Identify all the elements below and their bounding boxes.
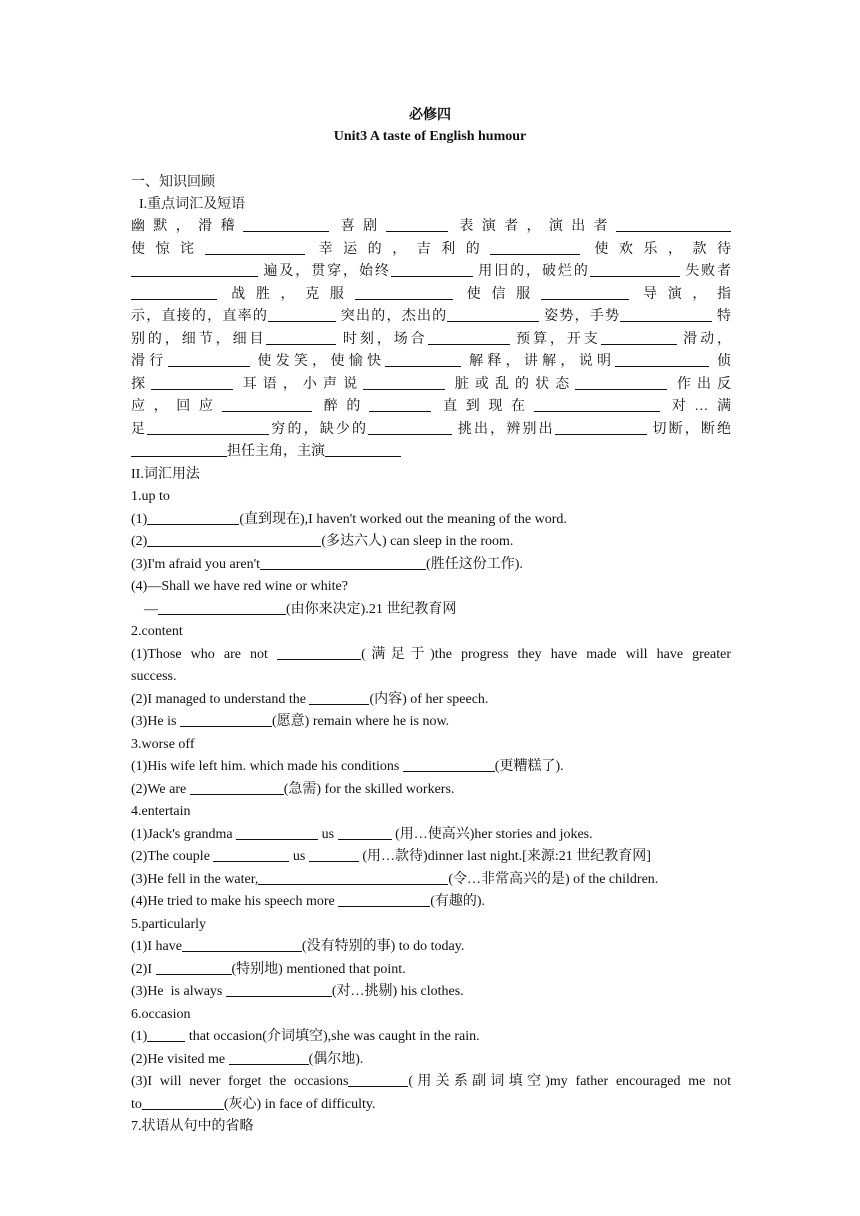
sentence-text: (令…非常高兴的是) of the children.: [448, 871, 659, 887]
vocab-term: 穷的，缺少的: [269, 421, 369, 437]
sentence-text: (2): [131, 534, 148, 549]
answer-blank[interactable]: [620, 307, 712, 322]
sentence-text: (1)I have: [131, 939, 182, 954]
answer-blank[interactable]: [601, 330, 677, 345]
answer-blank[interactable]: [147, 420, 269, 435]
vocab-term: 战胜，克服: [231, 286, 355, 302]
answer-blank[interactable]: [131, 442, 227, 457]
answer-blank[interactable]: [142, 1095, 224, 1110]
vocab-term: 醉的: [323, 399, 369, 414]
sentence-text: (胜任这份工作).: [426, 556, 523, 572]
answer-blank[interactable]: [156, 960, 232, 975]
answer-blank[interactable]: [243, 217, 329, 232]
sentence-text: (2)We are: [131, 781, 187, 797]
vocab-term: 预算，开支: [516, 331, 601, 347]
vocab-line: [131, 239, 731, 262]
exercise-line: [131, 711, 731, 734]
exercise-line: [131, 644, 731, 667]
answer-blank[interactable]: [168, 352, 250, 367]
answer-blank[interactable]: [403, 757, 495, 772]
sentence-text: (特别地) mentioned that point.: [231, 961, 406, 977]
unit-title: Unit3 A taste of English humour: [333, 129, 527, 144]
exercise-line: [131, 846, 731, 869]
answer-blank[interactable]: [309, 847, 359, 862]
section-heading: 一、知识回顾: [131, 175, 215, 190]
vocab-term: 失败者: [685, 264, 732, 279]
answer-blank[interactable]: [222, 397, 312, 412]
answer-blank[interactable]: [615, 352, 709, 367]
answer-blank[interactable]: [590, 262, 680, 277]
sentence-text: (多达六人) can sleep in the room.: [321, 534, 514, 549]
vocab-line: 滑行 使发笑，使愉快 解释，讲解，说明 侦: [131, 354, 732, 369]
sentence-text: (3)He is: [131, 714, 177, 729]
part-heading-vocab: I.重点词汇及短语: [139, 197, 246, 212]
sentence-text: (4)He tried to make his speech more: [131, 894, 335, 909]
exercise-line: [131, 824, 731, 847]
answer-blank[interactable]: [180, 712, 272, 727]
sentence-text: to: [131, 1096, 142, 1112]
answer-blank[interactable]: [147, 510, 239, 525]
answer-blank[interactable]: [355, 285, 453, 300]
vocab-term: 幽默，滑稽: [131, 219, 243, 234]
exercise-line: [131, 689, 731, 712]
vocab-line: 足 穷的，缺少的 挑出，辨别出 切断，断绝: [131, 421, 732, 437]
sentence-text: (用关系副词填空)my father encouraged me not: [408, 1074, 731, 1089]
answer-blank[interactable]: [277, 645, 361, 660]
sentence-text: (直到现在),I haven't worked out the meaning of the word.: [239, 511, 567, 527]
answer-blank[interactable]: [386, 217, 448, 232]
vocab-term: 解释，讲解，说明: [469, 354, 616, 369]
vocab-term: 担任主角，主演: [227, 444, 325, 459]
answer-blank[interactable]: [147, 1027, 185, 1042]
exercise-line: [131, 779, 731, 802]
sentence-text: us: [292, 849, 306, 864]
answer-blank[interactable]: [338, 892, 430, 907]
sentence-text: (3)He fell in the water,: [131, 871, 259, 887]
answer-blank[interactable]: [616, 217, 731, 232]
answer-blank[interactable]: [205, 240, 305, 255]
exercise-line: [131, 959, 731, 982]
exercise-line: [131, 531, 731, 554]
vocab-term: 使发笑，使愉快: [257, 354, 386, 369]
sentence-text: (内容) of her speech.: [369, 691, 489, 707]
sentence-text: (偶尔地).: [308, 1051, 364, 1067]
sentence-text: (1)Jack's grandma: [131, 826, 233, 842]
exercise-line: [131, 869, 731, 892]
book-title: 必修四: [409, 108, 451, 123]
sentence-text: (2)The couple: [131, 849, 210, 864]
answer-blank[interactable]: [147, 532, 321, 547]
vocab-term: 耳语，小声说: [242, 376, 364, 392]
answer-blank[interactable]: [236, 825, 318, 840]
answer-blank[interactable]: [190, 780, 284, 795]
word-heading: 7.状语从句中的省略: [131, 1119, 254, 1134]
vocab-term: 脏或乱的状态: [454, 376, 576, 392]
vocab-line: 示，直接的，直率的 突出的，杰出的 姿势，手势 特: [131, 309, 732, 324]
vocab-line: 探 耳语，小声说 脏或乱的状态 作出反: [131, 376, 732, 392]
answer-blank[interactable]: [182, 937, 302, 952]
answer-blank[interactable]: [368, 420, 452, 435]
sentence-text: (对…挑剔) his clothes.: [331, 984, 464, 999]
exercise-line: [131, 1049, 731, 1072]
sentence-text: (更糟糕了).: [494, 759, 564, 774]
answer-blank[interactable]: [541, 285, 629, 300]
sentence-text: (2)He visited me: [131, 1051, 226, 1067]
sentence-text: (用…款待)dinner last night.[来源:21 世纪教育网]: [362, 849, 651, 864]
answer-blank[interactable]: [428, 330, 510, 345]
sentence-text: (用…使高兴)her stories and jokes.: [395, 826, 593, 842]
answer-blank[interactable]: [447, 307, 539, 322]
answer-blank[interactable]: [338, 825, 392, 840]
vocab-line: [131, 441, 731, 464]
sentence-text: (3)I'm afraid you aren't: [131, 556, 261, 572]
answer-blank[interactable]: [309, 690, 369, 705]
sentence-text: (满足于)the progress they have made will have greater: [361, 646, 731, 662]
answer-blank[interactable]: [534, 397, 660, 412]
exercise-line: (4)—Shall we have red wine or white?: [131, 579, 348, 594]
vocab-term: 喜剧: [340, 219, 386, 234]
exercise-line: [131, 981, 731, 1004]
vocab-line: 战胜，克服 使信服 导演，指: [131, 284, 731, 307]
sentence-text: us: [321, 826, 335, 842]
sentence-text: (2)I: [131, 961, 152, 977]
answer-blank[interactable]: [151, 375, 233, 390]
word-heading: 5.particularly: [131, 916, 207, 932]
sentence-text: (2)I managed to understand the: [131, 691, 306, 707]
answer-blank[interactable]: [385, 352, 461, 367]
answer-blank[interactable]: [575, 375, 667, 390]
vocab-term: 时刻，场合: [342, 331, 428, 347]
exercise-line: [131, 599, 731, 622]
exercise-line: [131, 891, 731, 914]
sentence-text: (3)He is always: [131, 984, 223, 999]
word-heading: 3.worse off: [131, 736, 195, 752]
sentence-text: —: [144, 601, 158, 617]
answer-blank[interactable]: [260, 555, 426, 570]
worksheet-body: [131, 172, 731, 1139]
sentence-text: (由你来决定).21 世纪教育网: [286, 601, 457, 617]
sentence-text: (1): [131, 511, 148, 527]
word-heading: 2.content: [131, 624, 183, 639]
sentence-text: (3)I will never forget the occasions: [131, 1074, 349, 1089]
word-heading: 4.entertain: [131, 804, 191, 819]
vocab-term: 挑出，辨别出: [457, 421, 555, 437]
answer-blank[interactable]: [131, 285, 217, 300]
exercise-line: [131, 936, 731, 959]
vocab-term: 直到现在: [443, 399, 534, 414]
answer-blank[interactable]: [348, 1072, 408, 1087]
vocab-line: 应，回应 醉的 直到现在 对…满: [131, 399, 732, 414]
answer-blank[interactable]: [131, 262, 258, 277]
vocab-term: 使信服: [466, 286, 541, 302]
answer-blank[interactable]: [391, 262, 473, 277]
part-heading-usage: II.词汇用法: [131, 466, 200, 482]
sentence-text: (1)Those who are not: [131, 646, 268, 662]
vocab-line: [131, 216, 731, 239]
vocab-line: 别的，细节，细目 时刻，场合 预算，开支 滑动，: [131, 331, 732, 347]
vocab-line: [131, 261, 731, 284]
exercise-line: [131, 1071, 731, 1094]
answer-blank[interactable]: [226, 982, 332, 997]
vocab-term: 突出的，杰出的: [340, 309, 448, 324]
vocab-term: 使惊诧: [131, 241, 205, 257]
answer-blank[interactable]: [555, 420, 647, 435]
answer-blank[interactable]: [325, 442, 401, 457]
answer-blank[interactable]: [158, 600, 286, 615]
exercise-line: [131, 509, 731, 532]
answer-blank[interactable]: [258, 870, 448, 885]
word-heading: 1.up to: [131, 489, 170, 504]
exercise-line: [131, 1094, 731, 1117]
vocab-term: 使欢乐，款待: [594, 241, 732, 257]
answer-blank[interactable]: [490, 240, 580, 255]
vocab-term: 遍及，贯穿，始终: [263, 264, 391, 279]
exercise-line: [131, 554, 731, 577]
answer-blank[interactable]: [229, 1050, 309, 1065]
sentence-text: (急需) for the skilled workers.: [283, 781, 455, 797]
vocab-list: [131, 216, 731, 464]
sentence-text: (1)His wife left him. which made his conditions: [131, 759, 400, 774]
answer-blank[interactable]: [363, 375, 445, 390]
answer-blank[interactable]: [213, 847, 289, 862]
exercise-line: success.: [131, 669, 177, 684]
word-heading: 6.occasion: [131, 1006, 191, 1022]
exercise-line: [131, 756, 731, 779]
sentence-text: (没有特别的事) to do today.: [301, 939, 465, 954]
sentence-text: (1): [131, 1029, 148, 1044]
sentence-text: (有趣的).: [430, 894, 486, 909]
exercise-line: [131, 1026, 731, 1049]
vocab-term: 表演者，演出者: [459, 219, 616, 234]
sentence-text: that occasion(介词填空),she was caught in the rain.: [188, 1029, 480, 1044]
vocab-term: 切断，断绝: [652, 421, 732, 437]
vocab-term: 姿势，手势: [544, 309, 621, 324]
answer-blank[interactable]: [369, 397, 431, 412]
vocab-term: 用旧的，破烂的: [478, 264, 590, 279]
sentence-text: (愿意) remain where he is now.: [272, 714, 450, 729]
answer-blank[interactable]: [266, 330, 336, 345]
sentence-text: (灰心) in face of difficulty.: [223, 1096, 376, 1112]
answer-blank[interactable]: [268, 307, 336, 322]
vocab-term: 幸运的，吉利的: [318, 241, 491, 257]
